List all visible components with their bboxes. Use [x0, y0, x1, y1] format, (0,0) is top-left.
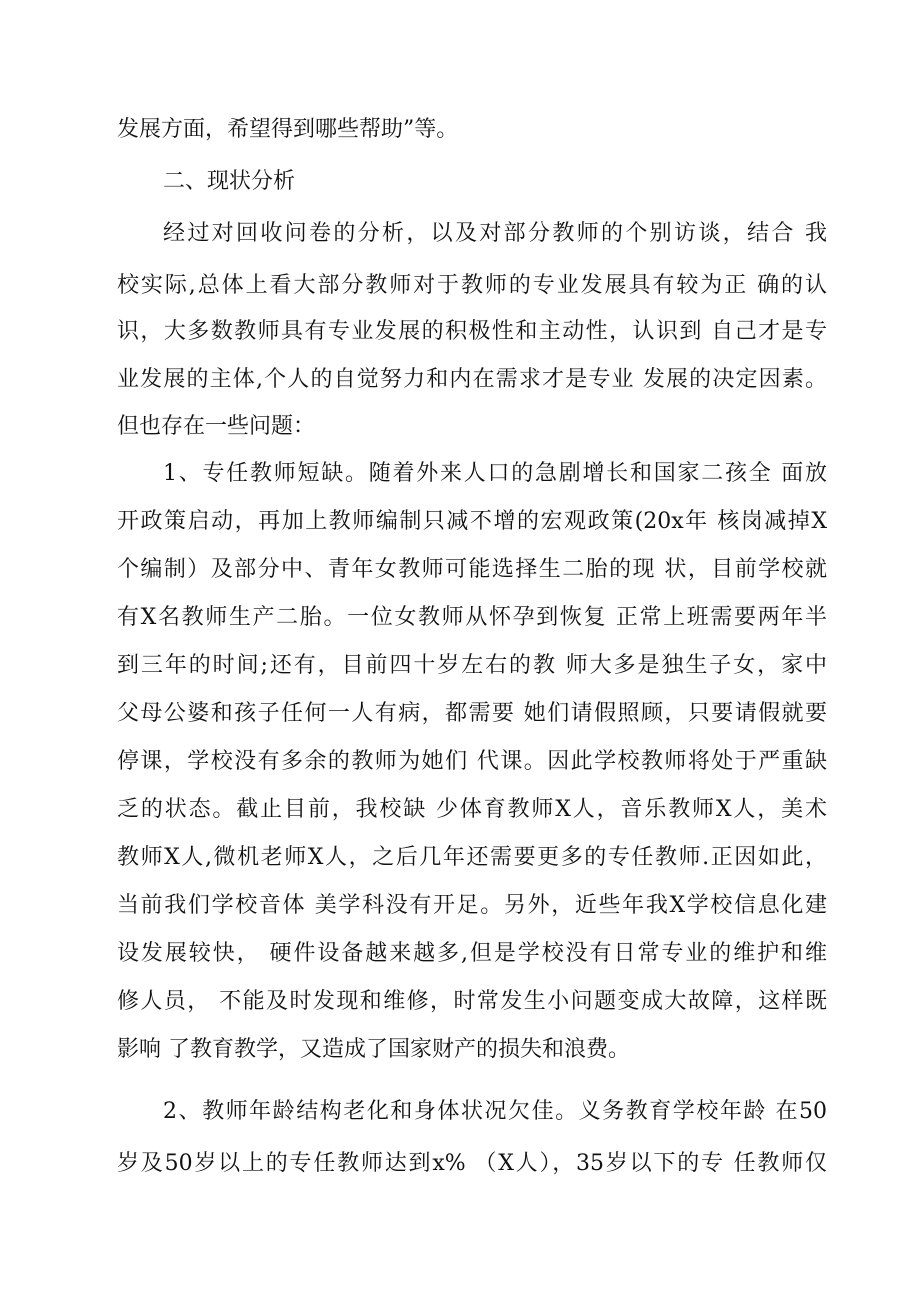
paragraph-line: 影响 了教育教学，又造成了国家财产的损失和浪费。 [117, 1037, 630, 1062]
paragraph-line: 有X名教师生产二胎。一位女教师从怀孕到恢复 正常上班需要两年半 [117, 605, 827, 630]
paragraph-line: 业发展的主体,个人的自觉努力和内在需求才是专业 发展的决定因素。 [117, 367, 827, 392]
paragraph-line: 1、专任教师短缺。随着外来人口的急剧增长和国家二孩全 面放 [163, 461, 827, 486]
paragraph-line: 岁及50岁以上的专任教师达到x% （X人），35岁以下的专 任教师仅 [117, 1151, 827, 1176]
paragraph-line: 设发展较快， 硬件设备越来越多,但是学校没有日常专业的维护和维 [117, 941, 827, 966]
paragraph-line: 个编制）及部分中、青年女教师可能选择生二胎的现 状，目前学校就 [117, 557, 827, 582]
paragraph-line: 但也存在一些问题： [117, 414, 316, 439]
paragraph-line: 修人员， 不能及时发现和维修，时常发生小问题变成大故障，这样既 [117, 989, 827, 1014]
paragraph-line: 教师X人,微机老师X人，之后几年还需要更多的专任教师.正因如此， [117, 845, 827, 870]
paragraph-line: 发展方面，希望得到哪些帮助”等。 [117, 117, 459, 142]
paragraph-line: 校实际,总体上看大部分教师对于教师的专业发展具有较为正 确的认 [117, 273, 827, 298]
paragraph-line: 识，大多数教师具有专业发展的积极性和主动性，认识到 自己才是专 [117, 319, 827, 344]
paragraph-line: 停课，学校没有多余的教师为她们 代课。因此学校教师将处于严重缺 [117, 749, 827, 774]
paragraph-line: 乏的状态。截止目前，我校缺 少体育教师X人，音乐教师X人，美术 [117, 797, 827, 822]
paragraph-line: 当前我们学校音体 美学科没有开足。另外，近些年我X学校信息化建 [117, 893, 827, 918]
paragraph-line: 经过对回收问卷的分析，以及对部分教师的个别访谈，结合 我 [163, 221, 827, 246]
paragraph-line: 开政策启动，再加上教师编制只减不增的宏观政策(20x年 核岗减掉X [117, 509, 827, 534]
paragraph-line: 到三年的时间;还有，目前四十岁左右的教 师大多是独生子女，家中 [117, 653, 827, 678]
paragraph-line: 2、教师年龄结构老化和身体状况欠佳。义务教育学校年龄 在50 [163, 1099, 827, 1124]
section-heading: 二、现状分析 [163, 169, 296, 194]
paragraph-line: 父母公婆和孩子任何一人有病，都需要 她们请假照顾，只要请假就要 [117, 701, 827, 726]
